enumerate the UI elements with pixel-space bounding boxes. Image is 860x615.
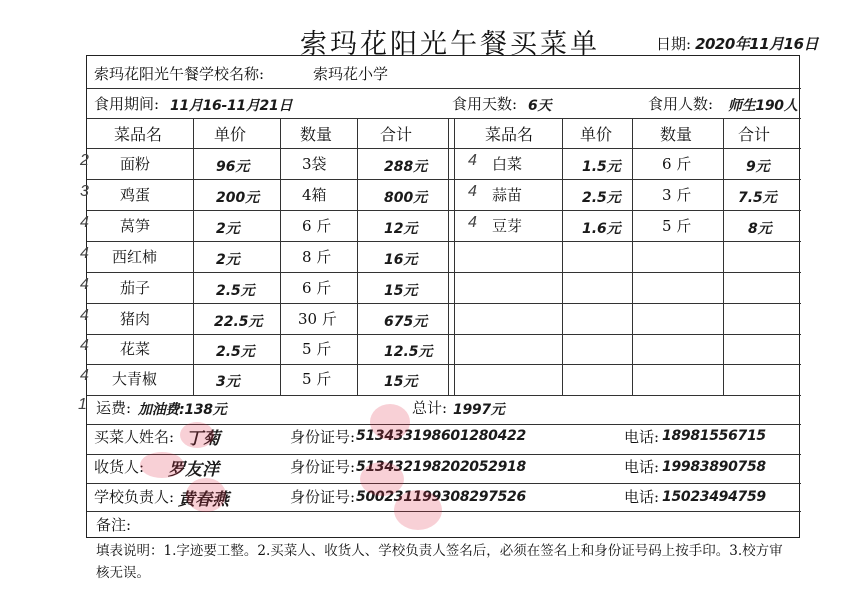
- item-qty: 8 斤: [302, 248, 332, 266]
- header-price-left: 单价: [214, 125, 247, 144]
- row-divider: [87, 364, 801, 365]
- row-divider: [87, 88, 801, 89]
- row-mark: 4: [80, 367, 89, 384]
- freight-value: 加油费:138元: [138, 402, 227, 418]
- item-price: 1.5元: [582, 159, 621, 175]
- row-divider: [87, 118, 801, 119]
- item-qty: 5 斤: [662, 217, 692, 235]
- header-name-right: 菜品名: [485, 125, 534, 144]
- item-name: 面粉: [120, 155, 151, 173]
- item-total: 15元: [384, 283, 418, 299]
- col-divider: [562, 118, 563, 395]
- buyer-label: 买菜人姓名:: [94, 428, 175, 446]
- item-total: 16元: [384, 252, 418, 268]
- item-qty: 5 斤: [302, 340, 332, 358]
- receiver-signature: 罗友洋: [168, 460, 219, 480]
- row-mark: 1: [78, 396, 87, 413]
- item-total: 15元: [384, 374, 418, 390]
- col-divider: [448, 118, 449, 395]
- principal-signature: 黄春燕: [178, 490, 229, 510]
- buyer-phone: 18981556715: [662, 428, 766, 444]
- days-label: 食用天数:: [452, 95, 518, 113]
- item-total: 8元: [748, 221, 772, 237]
- receiver-id: 513432198202052918: [356, 459, 526, 475]
- item-name: 豆芽: [492, 217, 523, 235]
- row-mark: 4: [468, 152, 477, 169]
- row-divider: [87, 241, 801, 242]
- row-mark: 3: [80, 183, 89, 200]
- principal-label: 学校负责人:: [94, 488, 175, 506]
- period-value: 11月16-11月21日: [170, 98, 293, 114]
- col-divider: [193, 118, 194, 395]
- header-total-right: 合计: [738, 125, 771, 144]
- item-price: 96元: [216, 159, 250, 175]
- col-divider: [632, 118, 633, 395]
- item-name: 猪肉: [120, 310, 151, 328]
- buyer-phone-label: 电话:: [624, 428, 660, 446]
- receiver-phone-label: 电话:: [624, 458, 660, 476]
- header-price-right: 单价: [580, 125, 613, 144]
- row-divider: [87, 395, 801, 396]
- remark-label: 备注:: [96, 516, 132, 534]
- row-divider: [87, 179, 801, 180]
- row-divider: [87, 303, 801, 304]
- col-divider: [280, 118, 281, 395]
- item-price: 1.6元: [582, 221, 621, 237]
- item-name: 花菜: [120, 340, 151, 358]
- row-mark: 4: [468, 214, 477, 231]
- date-row: [656, 33, 818, 54]
- header-qty-left: 数量: [300, 125, 333, 144]
- item-total: 12.5元: [384, 344, 433, 360]
- item-qty: 6 斤: [662, 155, 692, 173]
- page-title: 索玛花阳光午餐买菜单: [300, 29, 600, 60]
- item-total: 7.5元: [738, 190, 777, 206]
- item-qty: 3 斤: [662, 186, 692, 204]
- item-name: 大青椒: [112, 370, 158, 388]
- row-mark: 4: [468, 183, 477, 200]
- buyer-id-label: 身份证号:: [290, 428, 356, 446]
- row-mark: 4: [80, 307, 89, 324]
- row-divider: [87, 483, 801, 484]
- item-qty: 4箱: [302, 186, 327, 204]
- item-price: 22.5元: [214, 314, 263, 330]
- receiver-label: 收货人:: [94, 458, 145, 476]
- item-name: 蒜苗: [492, 186, 523, 204]
- total-value: 1997元: [453, 402, 505, 418]
- form-instructions: 填表说明：1.字迹要工整。2.买菜人、收货人、学校负责人签名后，必须在签名上和身份证号码上按手印。3.校方审核无误。: [96, 543, 783, 581]
- item-name: 莴笋: [120, 217, 151, 235]
- item-price: 2元: [216, 221, 240, 237]
- school-label: 索玛花阳光午餐学校名称:: [94, 65, 265, 83]
- row-divider: [87, 148, 801, 149]
- item-total: 12元: [384, 221, 418, 237]
- date-value: 2020年11月16日: [695, 35, 819, 53]
- principal-id-label: 身份证号:: [290, 488, 356, 506]
- item-qty: 6 斤: [302, 279, 332, 297]
- buyer-signature: 丁菊: [186, 429, 220, 449]
- row-mark: 4: [80, 214, 89, 231]
- item-qty: 5 斤: [302, 370, 332, 388]
- row-mark: 4: [80, 245, 89, 262]
- principal-phone-label: 电话:: [624, 488, 660, 506]
- receiver-id-label: 身份证号:: [290, 458, 356, 476]
- buyer-id: 513433198601280422: [356, 428, 526, 444]
- freight-label: 运费:: [96, 399, 132, 417]
- item-name: 茄子: [120, 279, 151, 297]
- item-qty: 30 斤: [298, 310, 337, 328]
- item-total: 288元: [384, 159, 428, 175]
- item-price: 2元: [216, 252, 240, 268]
- item-name: 鸡蛋: [120, 186, 151, 204]
- row-divider: [87, 272, 801, 273]
- days-value: 6天: [528, 98, 552, 114]
- col-divider: [357, 118, 358, 395]
- item-price: 2.5元: [216, 283, 255, 299]
- item-total: 800元: [384, 190, 428, 206]
- item-qty: 3袋: [302, 155, 327, 173]
- row-mark: 4: [80, 276, 89, 293]
- people-value: 师生190人: [728, 98, 798, 114]
- date-label: 日期:: [656, 35, 692, 53]
- item-price: 200元: [216, 190, 260, 206]
- row-mark: 2: [80, 152, 89, 169]
- item-qty: 6 斤: [302, 217, 332, 235]
- item-name: 西红柿: [112, 248, 158, 266]
- item-price: 3元: [216, 374, 240, 390]
- col-divider: [723, 118, 724, 395]
- item-total: 9元: [746, 159, 770, 175]
- item-price: 2.5元: [582, 190, 621, 206]
- total-label: 总计:: [412, 399, 448, 417]
- row-divider: [87, 334, 801, 335]
- principal-id: 500231199308297526: [356, 489, 526, 505]
- header-total-left: 合计: [380, 125, 413, 144]
- col-divider: [454, 118, 455, 395]
- row-mark: 4: [80, 337, 89, 354]
- header-qty-right: 数量: [660, 125, 693, 144]
- row-divider: [87, 511, 801, 512]
- people-label: 食用人数:: [648, 95, 714, 113]
- receiver-phone: 19983890758: [662, 459, 766, 475]
- item-name: 白菜: [492, 155, 523, 173]
- row-divider: [87, 210, 801, 211]
- item-price: 2.5元: [216, 344, 255, 360]
- principal-phone: 15023494759: [662, 489, 766, 505]
- period-label: 食用期间:: [94, 95, 160, 113]
- item-total: 675元: [384, 314, 428, 330]
- school-value: 索玛花小学: [313, 65, 389, 83]
- header-name-left: 菜品名: [114, 125, 163, 144]
